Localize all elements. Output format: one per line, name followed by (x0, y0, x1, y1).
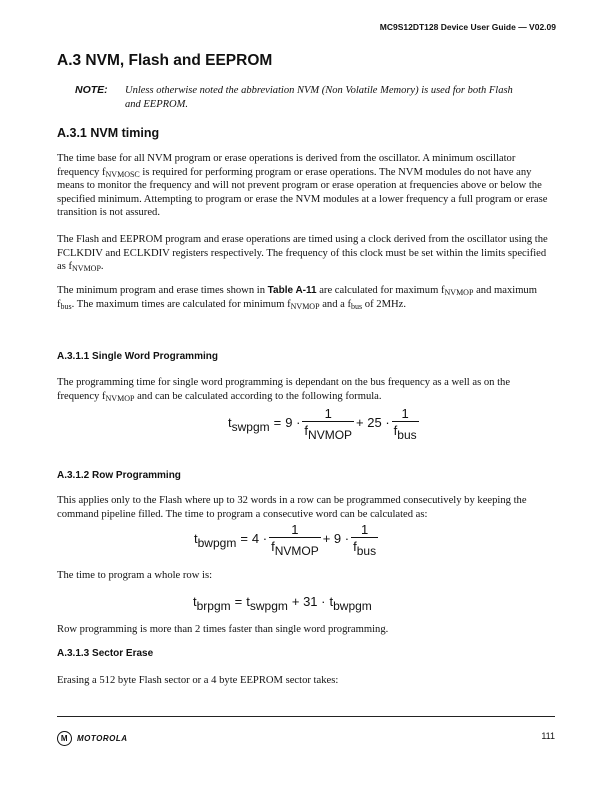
fraction: $\frac{1}{f_{NVMOP}}$ (271, 522, 319, 558)
paragraph-row-faster: Row programming is more than 2 times faster than single word programming. (57, 624, 389, 635)
term: $t_{bwpgm}$ (329, 594, 372, 613)
text: and a f (319, 298, 352, 310)
note-block (75, 84, 555, 111)
paragraph-single-word (57, 376, 555, 403)
fraction: $\frac{1}{f_{bus}}$ (353, 522, 377, 558)
text: The Flash and EEPROM program and erase operations are timed using a clock derived from the oscillator using the FCLKDIV and ECLKDIV registers respectively. The frequency of this clock must be set within the limits specified as f (57, 234, 548, 273)
logo-text: MOTOROLA (77, 734, 128, 743)
heading-row-programming: A.3.1.2 Row Programming (57, 470, 181, 481)
note-label: NOTE: (75, 84, 108, 96)
paragraph-min-max (57, 284, 555, 311)
lhs: $t_{bwpgm}$ (194, 530, 237, 550)
subscript: NVMOP (290, 301, 320, 311)
fraction: $\frac{1}{f_{NVMOP}}$ (304, 406, 353, 442)
formula-tswpgm (228, 406, 417, 442)
equals: = (240, 530, 248, 546)
text: The time base for all NVM program or erase operations is derived from the oscillator. A minimum oscillator frequency f (57, 153, 516, 178)
subscript: NVMOP (444, 288, 474, 297)
text: The programming time for single word programming is dependant on the bus frequency as a well as on the frequency f (57, 377, 511, 402)
text: are calculated for maximum f (316, 285, 445, 296)
heading-nvm-timing: A.3.1 NVM timing (57, 126, 160, 140)
coefficient: 9 · (285, 414, 301, 430)
text: . The maximum times are calculated for minimum f (71, 298, 291, 310)
coefficient: 4 · (251, 530, 268, 546)
note-text: Unless otherwise noted the abbreviation NVM (Non Volatile Memory) is used for both Flash and EEPROM. (125, 85, 513, 110)
paragraph-whole-row: The time to program a whole row is: (57, 570, 213, 581)
coefficient: + 25 · (356, 414, 390, 430)
text: and can be calculated according to the following formula. (134, 390, 382, 402)
footer-divider (57, 716, 555, 717)
paragraph-sector-erase: Erasing a 512 byte Flash sector or a 4 byte EEPROM sector takes: (57, 675, 339, 686)
subscript: NVMOP (72, 264, 101, 274)
subscript: bus (351, 301, 363, 311)
subscript: NVMOP (105, 393, 135, 403)
page-number: 111 (541, 731, 555, 741)
coefficient: + 9 · (322, 530, 350, 546)
fraction: $\frac{1}{f_{bus}}$ (393, 406, 417, 442)
paragraph-time-base (57, 152, 555, 220)
running-header: MC9S12DT128 Device User Guide — V02.09 (379, 22, 556, 32)
equals: = (273, 414, 282, 430)
text: is required for performing program or erase operations. The NVM modules do not have any means to monitor the frequency and will not prevent program or erase operation at frequencies above or below the specified minimum. Attempting to program or erase the NVM modules at a lower frequency a full program or erase transition is not assured. (57, 166, 548, 219)
paragraph-clock (57, 233, 555, 274)
coefficient: + 31 · (291, 594, 326, 609)
paragraph-row: This applies only to the Flash where up to 32 words in a row can be programmed consecutively by keeping the command pipeline filled. The time to program a consecutive word can be calculated as: (57, 495, 527, 520)
formula-tbwpgm (194, 522, 377, 558)
text: and maximum f (57, 285, 537, 310)
motorola-logo (57, 731, 128, 746)
text: . (100, 261, 104, 273)
motorola-logo-icon: M (57, 731, 72, 746)
term: $t_{swpgm}$ (246, 594, 288, 613)
lhs: $t_{brpgm}$ (193, 594, 231, 613)
subscript: bus (60, 301, 72, 311)
heading-single-word-programming: A.3.1.1 Single Word Programming (57, 351, 218, 362)
section-title: A.3 NVM, Flash and EEPROM (57, 52, 273, 69)
formula-tbrpgm (193, 594, 372, 613)
subscript: NVMOSC (105, 169, 140, 179)
equals: = (234, 594, 243, 609)
text: The minimum program and erase times shown in (57, 285, 268, 296)
lhs: $t_{swpgm}$ (228, 414, 270, 434)
text: of 2MHz. (362, 298, 406, 310)
heading-sector-erase: A.3.1.3 Sector Erase (57, 648, 154, 659)
table-reference-link[interactable]: Table A-11 (267, 285, 317, 296)
